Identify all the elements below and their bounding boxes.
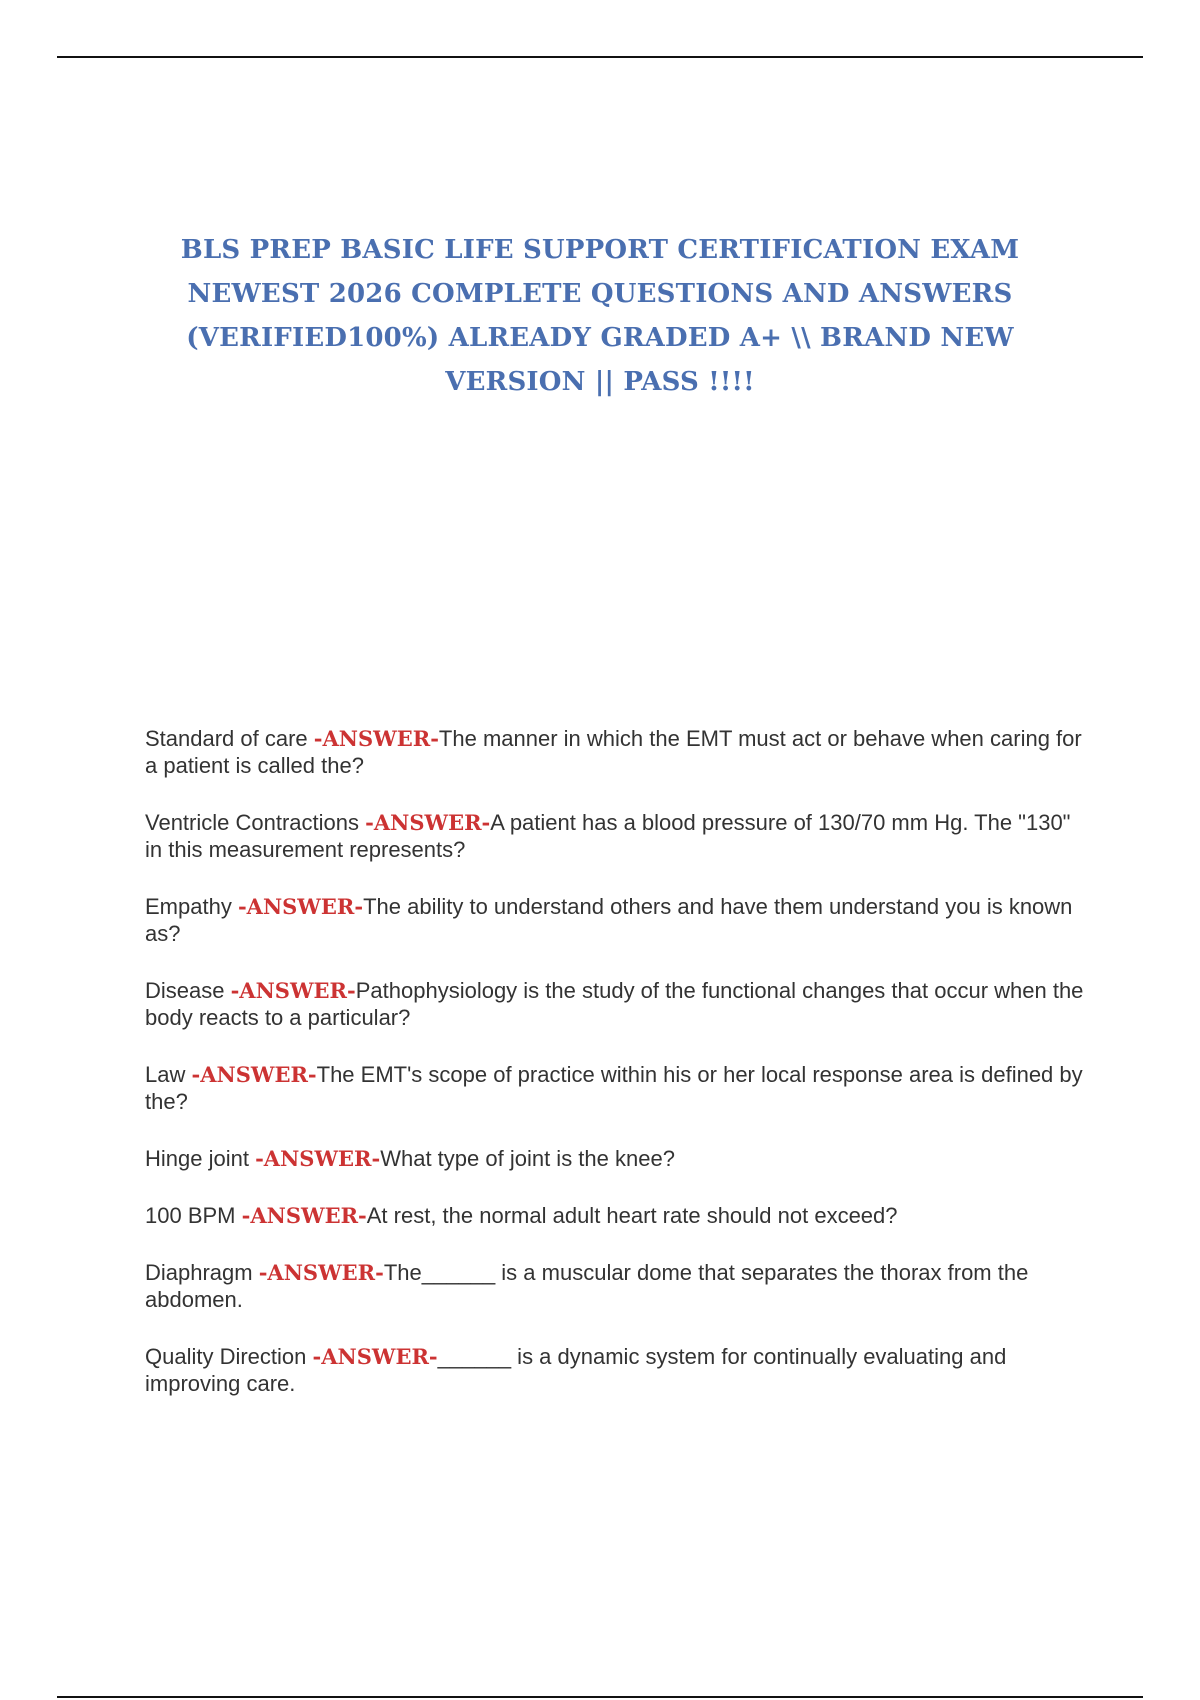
qa-question: The ability to understand others and have them understand you is known as? <box>145 894 1073 946</box>
qa-item <box>145 1145 1085 1172</box>
qa-term: 100 BPM <box>145 1203 242 1228</box>
document-title: BLS PREP BASIC LIFE SUPPORT CERTIFICATION EXAM NEWEST 2026 COMPLETE QUESTIONS AND ANSWERS (VERIFIED100%) ALREADY GRADED A+ \\ BRAND NEW VERSION || PASS !!!! <box>180 235 1020 397</box>
qa-item <box>145 1343 1085 1397</box>
answer-marker: -ANSWER- <box>241 1203 367 1228</box>
qa-term: Empathy <box>145 894 238 919</box>
answer-marker: -ANSWER- <box>255 1146 381 1171</box>
answer-marker: -ANSWER- <box>312 1344 438 1369</box>
answer-marker: -ANSWER- <box>191 1062 317 1087</box>
qa-item <box>145 1259 1085 1313</box>
qa-question: ______ is a dynamic system for continually evaluating and improving care. <box>145 1344 1007 1396</box>
qa-question: A patient has a blood pressure of 130/70 mm Hg. The "130" in this measurement represents? <box>145 810 1071 862</box>
qa-item <box>145 893 1085 947</box>
qa-term: Diaphragm <box>145 1260 259 1285</box>
answer-marker: -ANSWER- <box>365 810 491 835</box>
qa-question: What type of joint is the knee? <box>380 1146 675 1171</box>
qa-term: Hinge joint <box>145 1146 256 1171</box>
qa-term: Disease <box>145 978 231 1003</box>
bottom-rule <box>57 1696 1143 1698</box>
answer-marker: -ANSWER- <box>230 978 356 1003</box>
qa-term: Quality Direction <box>145 1344 313 1369</box>
answer-marker: -ANSWER- <box>313 726 439 751</box>
qa-item <box>145 977 1085 1031</box>
qa-question: Pathophysiology is the study of the functional changes that occur when the body reacts to a particular? <box>145 978 1084 1030</box>
qa-question: At rest, the normal adult heart rate should not exceed? <box>366 1203 898 1228</box>
qa-item <box>145 1061 1085 1115</box>
answer-marker: -ANSWER- <box>258 1260 384 1285</box>
qa-item <box>145 725 1085 779</box>
qa-term: Standard of care <box>145 726 314 751</box>
answer-marker: -ANSWER- <box>237 894 364 919</box>
qa-item <box>145 809 1085 863</box>
qa-question: The______ is a muscular dome that separates the thorax from the abdomen. <box>145 1260 1029 1312</box>
top-rule <box>57 56 1143 58</box>
qa-question: The EMT's scope of practice within his or her local response area is defined by the? <box>145 1062 1083 1114</box>
qa-term: Ventricle Contractions <box>145 810 366 835</box>
qa-term: Law <box>145 1062 192 1087</box>
qa-question: The manner in which the EMT must act or behave when caring for a patient is called the? <box>145 726 1082 778</box>
qa-list <box>145 725 1085 1397</box>
qa-item <box>145 1202 1085 1229</box>
